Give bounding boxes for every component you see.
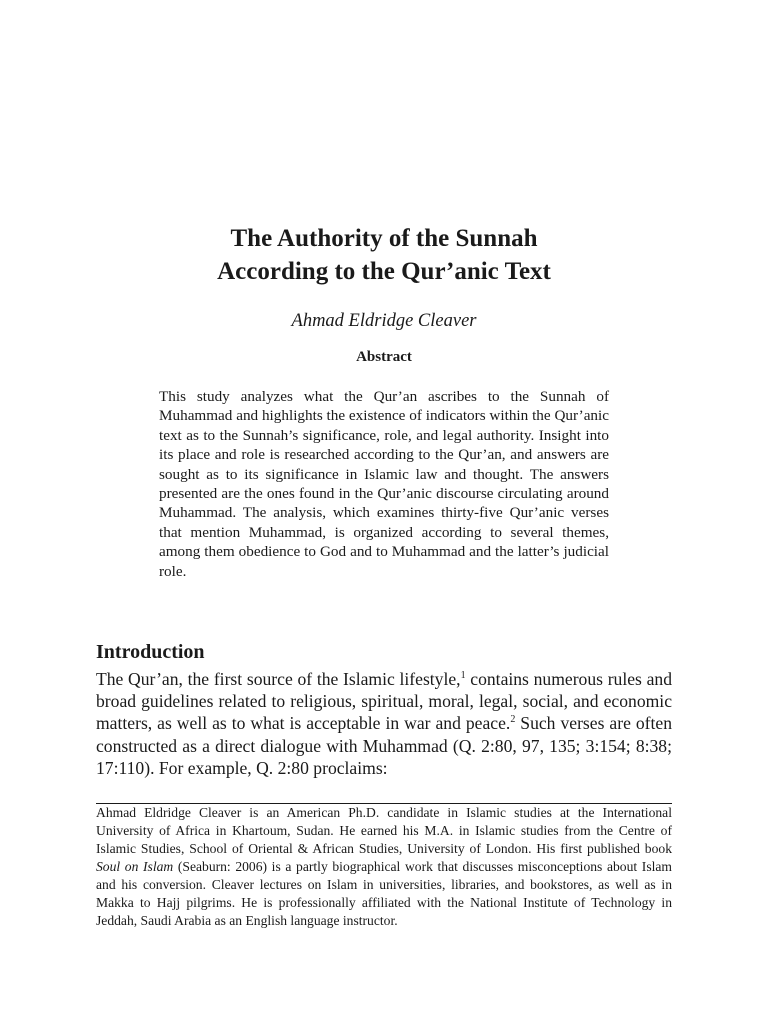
title-line-2: According to the Qur’anic Text <box>217 258 551 285</box>
introduction-paragraph <box>96 668 672 779</box>
abstract-text: This study analyzes what the Qur’an ascribes to the Sunnah of Muhammad and highlights the existence of indicators within the Qur’anic text as to the Sunnah’s significance, role, and legal authority. Insight into its place and role is researched according to the Qur’an, and answers are sought as to its significance in Islamic law and thought. The answers presented are the ones found in the Qur’anic discourse circulating around Muhammad. The analysis, which examines thirty-five Qur’anic verses that mention Muhammad, is organized according to several themes, among them obedience to God and to Muhammad and the latter’s judicial role. <box>159 388 609 580</box>
footnote-text-part-2: (Seaburn: 2006) is a partly biographical work that discusses misconceptions about Islam and his conversion. Cleaver lectures on Islam in universities, libraries, and bookstores, as well as in Makka to Hajj pilgrims. He is professionally affiliated with the National Institute of Technology in Jeddah, Saudi Arabia as an English language instructor. <box>96 859 672 928</box>
author-name: Ahmad Eldridge Cleaver <box>291 311 477 331</box>
abstract-heading: Abstract <box>356 349 412 365</box>
article-title <box>0 222 768 288</box>
footnote-text-part-1: Ahmad Eldridge Cleaver is an American Ph.D. candidate in Islamic studies at the International University of Africa in Khartoum, Sudan. He earned his M.A. in Islamic studies from the Centre of Islamic Studies, School of Oriental & African Studies, University of London. His first published book <box>96 805 672 856</box>
intro-text-part-1: The Qur’an, the first source of the Islamic lifestyle, <box>96 669 461 689</box>
section-heading-introduction: Introduction <box>96 641 205 663</box>
title-line-1: The Authority of the Sunnah <box>230 225 538 252</box>
intro-text-part-2: contains numerous rules and broad guidelines related to religious, spiritual, moral, legal, social, and economic matters, as well as to what is acceptable in war and peace. <box>96 669 672 734</box>
footnote-ref-2: 2 <box>510 714 516 726</box>
footnote-ref-1: 1 <box>460 670 466 681</box>
author-footnote <box>96 804 672 930</box>
intro-text-part-3: Such verses are often constructed as a direct dialogue with Muhammad (Q. 2:80, 97, 135; 3:154; 8:38; 17:110). For example, Q. 2:80 proclaims: <box>96 713 673 778</box>
footnote-book-title: Soul on Islam <box>96 859 174 874</box>
